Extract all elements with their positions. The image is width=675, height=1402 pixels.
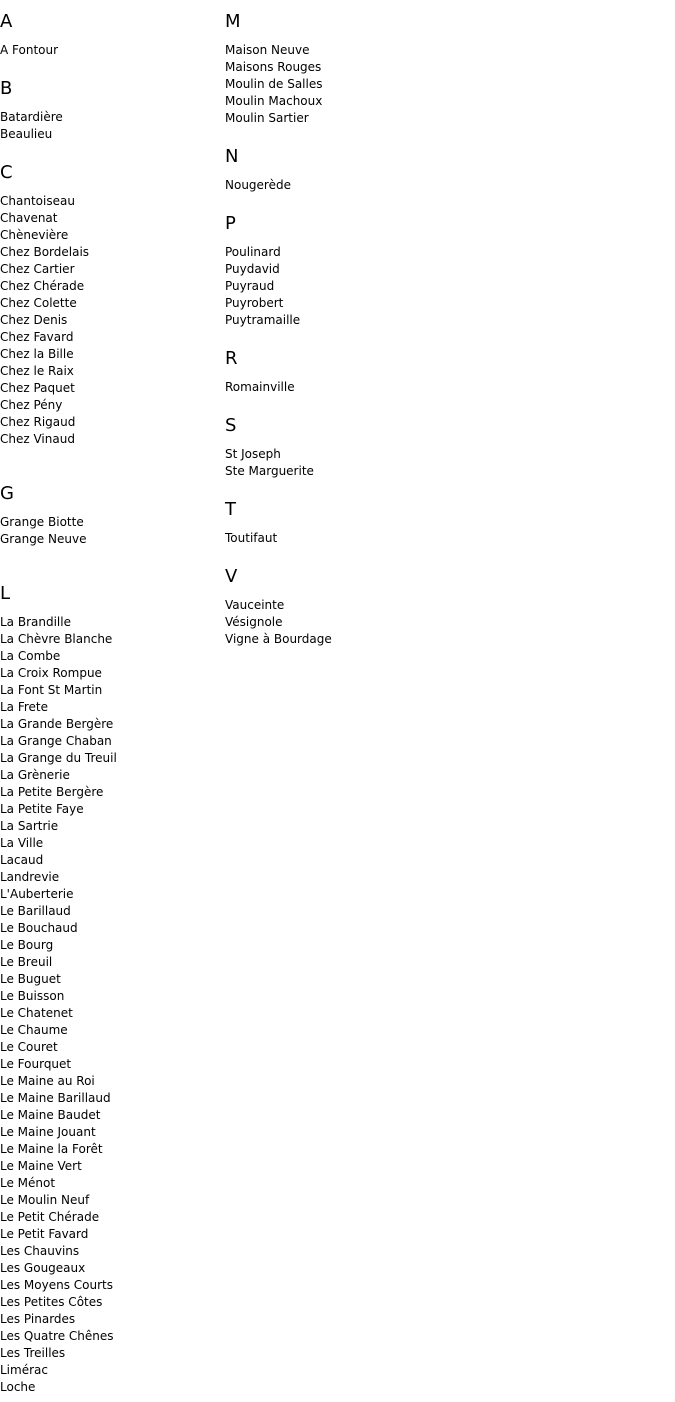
place-item: Le Fourquet [0,1057,72,1071]
place-item: Le Maine la Forêt [0,1142,103,1156]
letter-section-a [0,12,220,79]
place-item: La Grènerie [0,768,70,782]
letter-heading: A [0,11,13,32]
place-item: Le Breuil [0,955,53,969]
letter-heading: G [0,483,14,504]
place-item: Chez Chérade [0,279,85,293]
place-item: La Frete [0,700,49,714]
place-item: Chez Colette [0,296,77,310]
letter-heading: M [225,11,241,32]
place-item: Moulin Sartier [225,111,309,125]
place-item: Le Maine Jouant [0,1125,96,1139]
place-item: Chez Favard [0,330,74,344]
letter-section-m [225,12,525,147]
place-item: Chez Paquet [0,381,75,395]
place-item: L'Auberterie [0,887,74,901]
letter-heading: L [0,583,11,604]
place-item: Maison Neuve [225,43,310,57]
letter-heading: T [225,499,236,520]
letter-heading: B [0,78,13,99]
place-item: Le Bouchaud [0,921,78,935]
place-item: Le Chaume [0,1023,68,1037]
place-item: Les Chauvins [0,1244,80,1258]
place-item: Vigne à Bourdage [225,632,332,646]
place-list [225,379,525,396]
place-item: Puyraud [225,279,275,293]
place-item: Moulin de Salles [225,77,323,91]
place-list [0,193,220,448]
place-item: La Grande Bergère [0,717,114,731]
place-item: La Brandille [0,615,71,629]
place-item: Vauceinte [225,598,285,612]
left-column [0,12,220,1396]
place-item: A Fontour [0,43,59,57]
place-item: Les Treilles [0,1346,66,1360]
place-list [225,177,525,194]
place-item: La Chèvre Blanche [0,632,113,646]
place-item: Les Petites Côtes [0,1295,103,1309]
letter-section-l [0,584,220,1396]
place-item: La Petite Faye [0,802,84,816]
place-item: Les Pinardes [0,1312,76,1326]
letter-heading: S [225,415,237,436]
place-item: Vésignole [225,615,283,629]
place-item: Maisons Rouges [225,60,322,74]
letter-section-b [0,79,220,163]
place-list [225,42,525,127]
place-list [0,514,220,548]
place-list [225,597,525,648]
place-item: Chez Cartier [0,262,75,276]
letter-section-g [0,484,220,584]
place-item: Chez Denis [0,313,68,327]
place-item: Puydavid [225,262,280,276]
place-item: Landrevie [0,870,60,884]
place-item: Le Maine Barillaud [0,1091,111,1105]
place-item: Le Maine au Roi [0,1074,95,1088]
place-item: Le Petit Favard [0,1227,89,1241]
letter-section-c [0,163,220,484]
place-item: Chez Vinaud [0,432,75,446]
place-item: Les Gougeaux [0,1261,86,1275]
place-item: Chènevière [0,228,69,242]
place-item: Le Bourg [0,938,54,952]
place-item: Le Chatenet [0,1006,73,1020]
place-item: Nougerède [225,178,291,192]
place-item: Le Barillaud [0,904,71,918]
place-item: St Joseph [225,447,281,461]
letter-section-v [225,567,525,648]
letter-section-r [225,349,525,416]
place-item: Loche [0,1380,36,1394]
place-item: Le Couret [0,1040,58,1054]
letter-section-n [225,147,525,214]
place-item: Le Buisson [0,989,65,1003]
place-item: Chavenat [0,211,58,225]
place-item: Le Petit Chérade [0,1210,100,1224]
place-item: Lacaud [0,853,44,867]
place-item: Chez la Bille [0,347,74,361]
place-item: Romainville [225,380,295,394]
place-item: Le Buguet [0,972,61,986]
place-item: Toutifaut [225,531,278,545]
place-item: Grange Biotte [0,515,84,529]
place-item: Grange Neuve [0,532,87,546]
place-item: Puyrobert [225,296,284,310]
letter-heading: N [225,146,239,167]
place-list [225,446,525,480]
place-item: Le Ménot [0,1176,56,1190]
place-list [0,614,220,1396]
place-item: Les Moyens Courts [0,1278,113,1292]
letter-heading: R [225,348,238,369]
place-list [225,244,525,329]
place-item: La Ville [0,836,44,850]
place-item: Poulinard [225,245,281,259]
letter-section-s [225,416,525,500]
place-item: Chez Bordelais [0,245,90,259]
place-list [0,42,220,59]
place-list [225,530,525,547]
place-item: La Grange du Treuil [0,751,117,765]
place-item: La Font St Martin [0,683,103,697]
place-item: Chez Rigaud [0,415,76,429]
place-item: La Combe [0,649,61,663]
letter-section-p [225,214,525,349]
place-item: Beaulieu [0,127,53,141]
place-item: Puytramaille [225,313,301,327]
place-item: Le Maine Vert [0,1159,82,1173]
place-item: Moulin Machoux [225,94,323,108]
letter-heading: V [225,566,238,587]
place-item: Chez le Raix [0,364,74,378]
letter-section-t [225,500,525,567]
place-item: Chantoiseau [0,194,75,208]
place-item: La Petite Bergère [0,785,104,799]
place-list [0,109,220,143]
place-item: Ste Marguerite [225,464,314,478]
place-item: Batardière [0,110,63,124]
place-item: La Croix Rompue [0,666,102,680]
place-item: La Grange Chaban [0,734,112,748]
place-item: Limérac [0,1363,48,1377]
place-item: Le Moulin Neuf [0,1193,90,1207]
place-item: La Sartrie [0,819,59,833]
place-item: Chez Pény [0,398,63,412]
letter-heading: C [0,162,13,183]
right-column [225,12,525,648]
place-item: Les Quatre Chênes [0,1329,114,1343]
place-item: Le Maine Baudet [0,1108,101,1122]
letter-heading: P [225,213,236,234]
